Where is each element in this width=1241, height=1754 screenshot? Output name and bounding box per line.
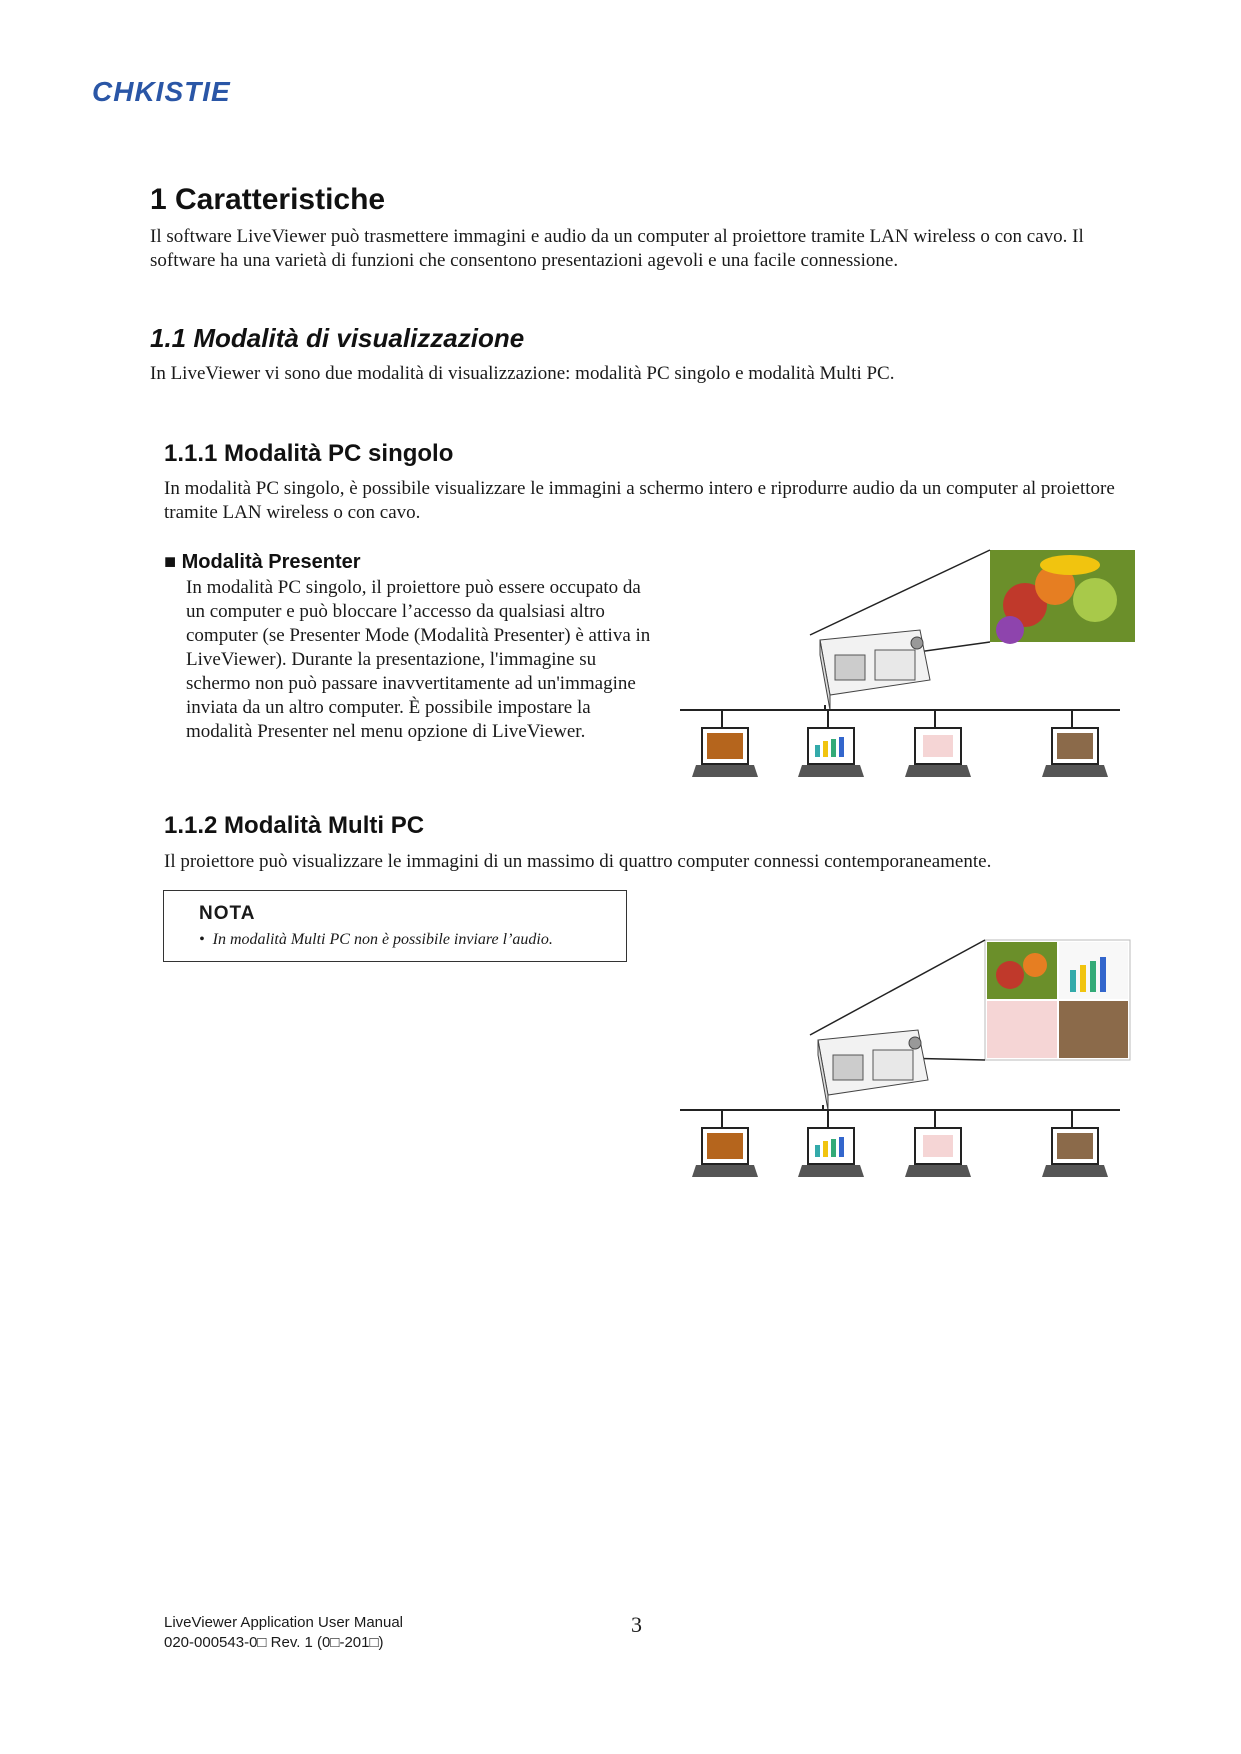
note-item-text: In modalità Multi PC non è possibile inviare l’audio. xyxy=(212,931,553,948)
laptop-icon xyxy=(692,710,758,777)
single-pc-network-diagram xyxy=(680,545,1140,805)
projector-icon xyxy=(818,1030,928,1110)
laptop-icon xyxy=(798,710,864,777)
section-1-1-1-paragraph: In modalità PC singolo, è possibile visualizzare le immagini a schermo intero e riprodurre audio da un computer al proiettore tramite LAN wireless o con cavo. xyxy=(164,478,1115,523)
section-1-1-2-title: 1.1.2 Modalità Multi PC xyxy=(164,812,425,839)
section-1-1-2-paragraph: Il proiettore può visualizzare le immagini di un massimo di quattro computer connessi contemporaneamente. xyxy=(164,851,992,872)
note-item xyxy=(199,931,553,949)
laptop-icon xyxy=(798,1110,864,1177)
page-number: 3 xyxy=(631,1612,642,1637)
laptop-icon xyxy=(1042,1110,1108,1177)
projected-image xyxy=(990,550,1135,644)
laptop-icon xyxy=(1042,710,1108,777)
projected-image-grid xyxy=(985,940,1130,1060)
laptop-icon xyxy=(905,710,971,777)
section-1-title: 1 Caratteristiche xyxy=(150,183,386,216)
presenter-mode-title: ■ Modalità Presenter xyxy=(164,551,361,573)
laptop-icon xyxy=(905,1110,971,1177)
projector-icon xyxy=(820,630,930,710)
projection-line-top xyxy=(810,940,985,1035)
section-1-1-title: 1.1 Modalità di visualizzazione xyxy=(150,323,525,353)
christie-logo: CHKISTIE xyxy=(92,76,231,107)
footer-info xyxy=(164,1613,403,1653)
laptop-icon xyxy=(692,1110,758,1177)
note-box xyxy=(163,890,627,962)
projection-line-top xyxy=(810,550,990,635)
bullet-icon: • xyxy=(199,931,213,948)
footer-manual-title: LiveViewer Application User Manual xyxy=(164,1614,404,1631)
multi-pc-network-diagram xyxy=(680,935,1140,1200)
section-1-paragraph: Il software LiveViewer può trasmettere immagini e audio da un computer al proiettore tramite LAN wireless o con cavo. Il software ha una varietà di funzioni che consentono presentazioni agevoli e una facile connessione. xyxy=(150,226,1084,271)
section-1-1-paragraph: In LiveViewer vi sono due modalità di visualizzazione: modalità PC singolo e modalità Multi PC. xyxy=(150,363,895,384)
note-title: NOTA xyxy=(199,903,256,924)
section-1-1-1-title: 1.1.1 Modalità PC singolo xyxy=(164,440,454,467)
footer-document-number: 020-000543-0□ Rev. 1 (0□-201□) xyxy=(164,1634,384,1651)
presenter-mode-paragraph: In modalità PC singolo, il proiettore può essere occupato da un computer e può bloccare l’accesso da qualsiasi altro computer (se Presenter Mode (Modalità Presenter) è attiva in LiveViewer). Durante la presentazione, l'immagine su schermo non può passare inavvertitamente ad un'immagine inviata da un altro computer. È possibile impostare la modalità Presenter nel menu opzione di LiveViewer. xyxy=(186,577,651,742)
